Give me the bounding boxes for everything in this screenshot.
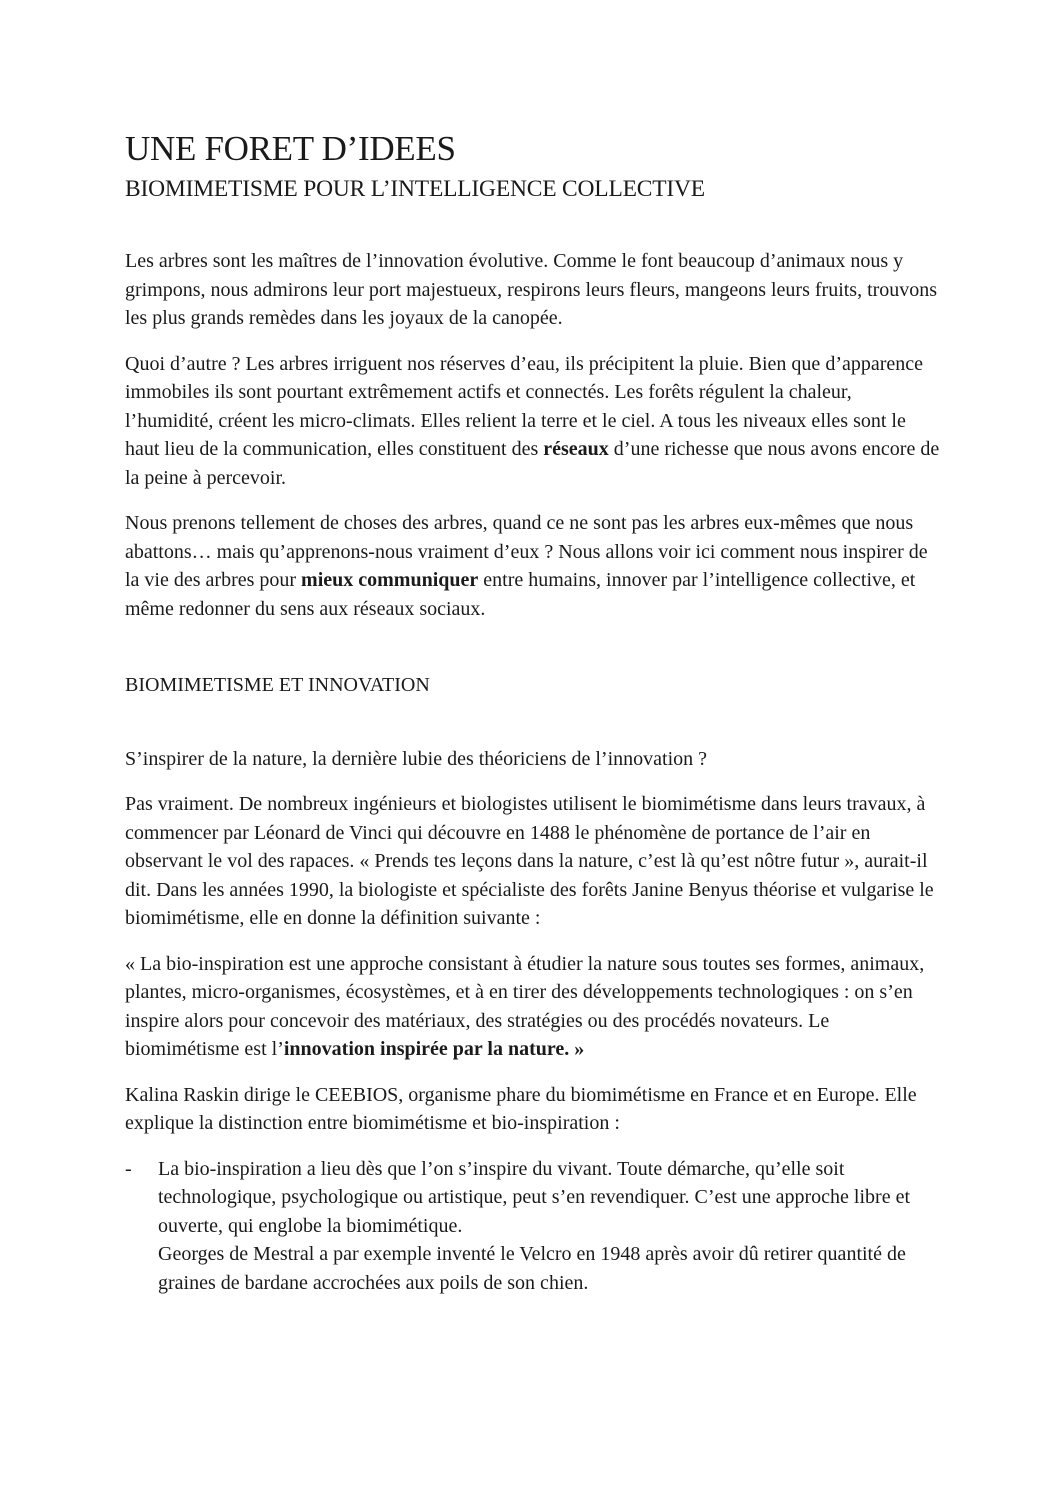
intro-paragraph-2-text-a: Quoi d’autre ? Les arbres irriguent nos réserves d’eau, ils précipitent la pluie. Bien que d’apparence immobiles ils sont pourtant extrêmement actifs et connectés. Les forêts régulent la chaleur, l’humidité, créent les micro-climats. Elles relient la terre et le ciel. A tous les niveaux elles sont le haut lieu de la communication, elles constituent des [125, 352, 924, 460]
list-item-example: Georges de Mestral a par exemple inventé le Velcro en 1948 après avoir dû retirer quantité de graines de bardane accrochées aux poils de son chien. [158, 1243, 906, 1294]
intro-paragraph-3-text-a: Nous prenons tellement de choses des arbres, quand ce ne sont pas les arbres eux-mêmes que nous abattons… mais qu’apprenons-nous vraiment d’eux ? Nous allons voir ici comment nous inspirer de la vie des arbres pour [125, 512, 928, 591]
intro-paragraph-2-text-b: d’une richesse que nous avons encore de la peine à percevoir. [125, 438, 940, 489]
intro-paragraph-3-text-b: entre humains, innover par l’intelligence collective, et même redonner du sens aux réseaux sociaux. [125, 569, 916, 620]
definition-quote [125, 950, 945, 1064]
document-page [125, 128, 945, 1297]
list-item-text: La bio-inspiration a lieu dès que l’on s’inspire du vivant. Toute démarche, qu’elle soit technologique, psychologique ou artistique, peut s’en revendiquer. C’est une approche libre et ouverte, qui englobe la biomimétique. [158, 1157, 911, 1237]
definition-quote-bold: innovation inspirée par la nature. » [283, 1038, 585, 1060]
intro-paragraph-1: Les arbres sont les maîtres de l’innovation évolutive. Comme le font beaucoup d’animaux nous y grimpons, nous admirons leur port majestueux, respirons leurs fleurs, mangeons leurs fruits, trouvons les plus grands remèdes dans les joyaux de la canopée. [125, 250, 938, 329]
section-question: S’inspirer de la nature, la dernière lubie des théoriciens de l’innovation ? [125, 747, 708, 770]
intro-paragraph-2 [125, 350, 945, 493]
section-paragraph-1: Pas vraiment. De nombreux ingénieurs et biologistes utilisent le biomimétisme dans leurs travaux, à commencer par Léonard de Vinci qui découvre en 1488 le phénomène de portance de l’air en observant le vol des rapaces. « Prends tes leçons dans la nature, c’est là qu’est nôtre futur », aurait-il dit. Dans les années 1990, la biologiste et spécialiste des forêts Janine Benyus théorise et vulgarise le biomimétisme, elle en donne la définition suivante : [125, 793, 934, 929]
section-heading: BIOMIMETISME ET INNOVATION [125, 674, 430, 696]
document-title: UNE FORET D’IDEES [125, 129, 456, 168]
distinction-list [125, 1155, 945, 1298]
intro-paragraph-3 [125, 509, 945, 623]
list-item [125, 1155, 945, 1298]
document-subtitle: BIOMIMETISME POUR L’INTELLIGENCE COLLECTIVE [125, 176, 705, 202]
intro-paragraph-2-bold: réseaux [543, 438, 609, 460]
definition-quote-text: « La bio-inspiration est une approche consistant à étudier la nature sous toutes ses formes, animaux, plantes, micro-organismes, écosystèmes, et à en tirer des développements technologiques : on s’en inspire alors pour concevoir des matériaux, des stratégies ou des procédés novateurs. Le biomimétisme est l’ [125, 952, 925, 1060]
intro-paragraph-3-bold: mieux communiquer [301, 569, 479, 591]
list-dash: - [125, 1157, 132, 1180]
section-paragraph-2: Kalina Raskin dirige le CEEBIOS, organisme phare du biomimétisme en France et en Europe. Elle explique la distinction entre biomimétisme et bio-inspiration : [125, 1083, 917, 1134]
